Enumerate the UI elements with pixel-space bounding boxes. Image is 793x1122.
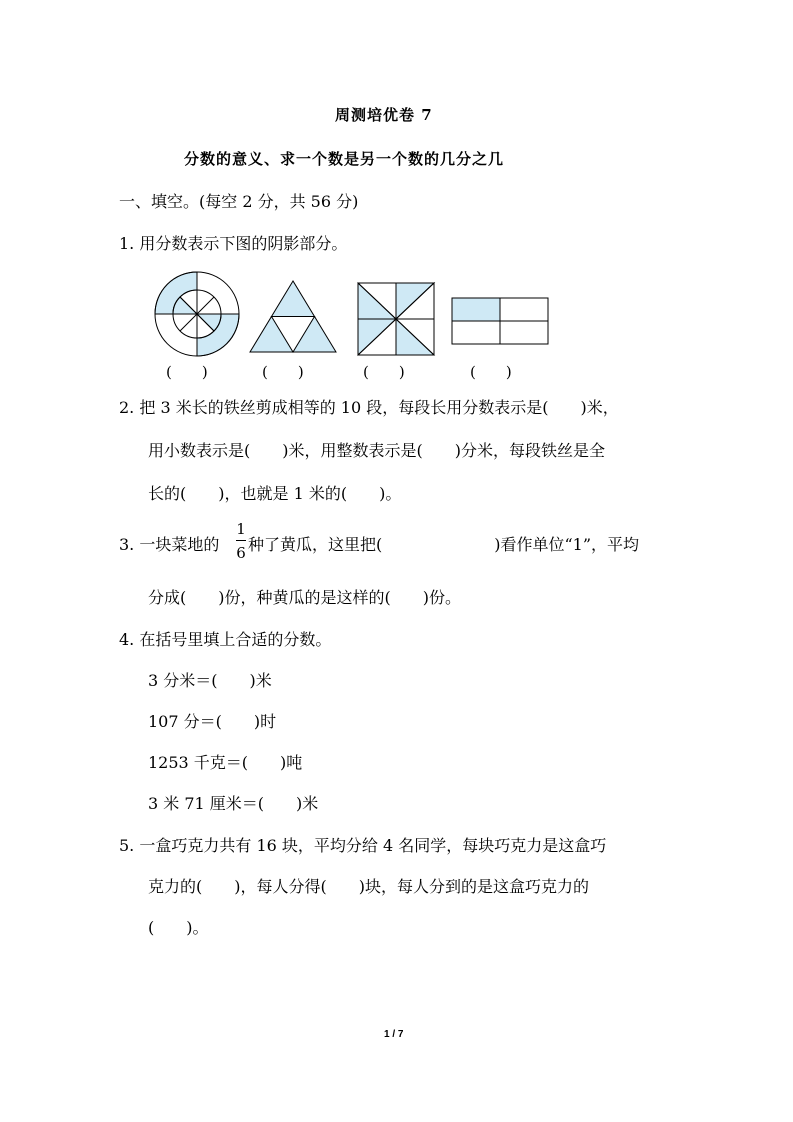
answer-blank-circle[interactable]: ( ) — [166, 363, 208, 381]
fraction-denominator: 6 — [236, 544, 246, 562]
question-5-line-1: 5. 一盒巧克力共有 16 块，平均分给 4 名同学，每块巧克力是这盒巧 — [119, 836, 607, 855]
question-4-item-3: 1253 千克＝( )吨 — [148, 753, 303, 772]
fraction-one-sixth — [235, 520, 247, 564]
question-4-item-1: 3 分米＝( )米 — [148, 671, 272, 690]
page-title: 周测培优卷 7 — [335, 106, 433, 124]
question-3-line-2: 分成( )份，种黄瓜的是这样的( )份。 — [148, 588, 461, 607]
question-2-line-3: 长的( )，也就是 1 米的( )。 — [148, 484, 402, 503]
question-5-line-2: 克力的( )，每人分得( )块，每人分到的是这盒巧克力的 — [148, 877, 589, 896]
answer-blank-rectangle[interactable]: ( ) — [470, 363, 512, 381]
section-heading: 一、填空。(每空 2 分，共 56 分) — [119, 192, 359, 211]
question-2-line-2: 用小数表示是( )米，用整数表示是( )分米，每段铁丝是全 — [148, 441, 605, 460]
question-3-prefix: 3. 一块菜地的 — [119, 535, 220, 554]
page-number: 1 / 7 — [384, 1029, 404, 1040]
circle-figure — [152, 276, 242, 356]
answer-blank-square[interactable]: ( ) — [363, 363, 405, 381]
fraction-numerator: 1 — [236, 520, 246, 538]
question-1: 1. 用分数表示下图的阴影部分。 — [119, 234, 348, 253]
rectangle-figure — [452, 298, 548, 344]
question-4-item-4: 3 米 71 厘米＝( )米 — [148, 794, 319, 813]
triangle-figure — [250, 281, 336, 353]
question-3-suffix: 种了黄瓜，这里把( )看作单位“1”，平均 — [248, 535, 640, 554]
square-figure — [358, 283, 434, 355]
question-5-line-3: ( )。 — [148, 918, 209, 937]
question-2-line-1: 2. 把 3 米长的铁丝剪成相等的 10 段，每段长用分数表示是( )米， — [119, 398, 619, 417]
answer-blank-triangle[interactable]: ( ) — [262, 363, 304, 381]
question-4: 4. 在括号里填上合适的分数。 — [119, 630, 332, 649]
fraction-bar — [236, 540, 246, 541]
page-subtitle: 分数的意义、求一个数是另一个数的几分之几 — [184, 150, 505, 168]
question-4-item-2: 107 分＝( )时 — [148, 712, 277, 731]
